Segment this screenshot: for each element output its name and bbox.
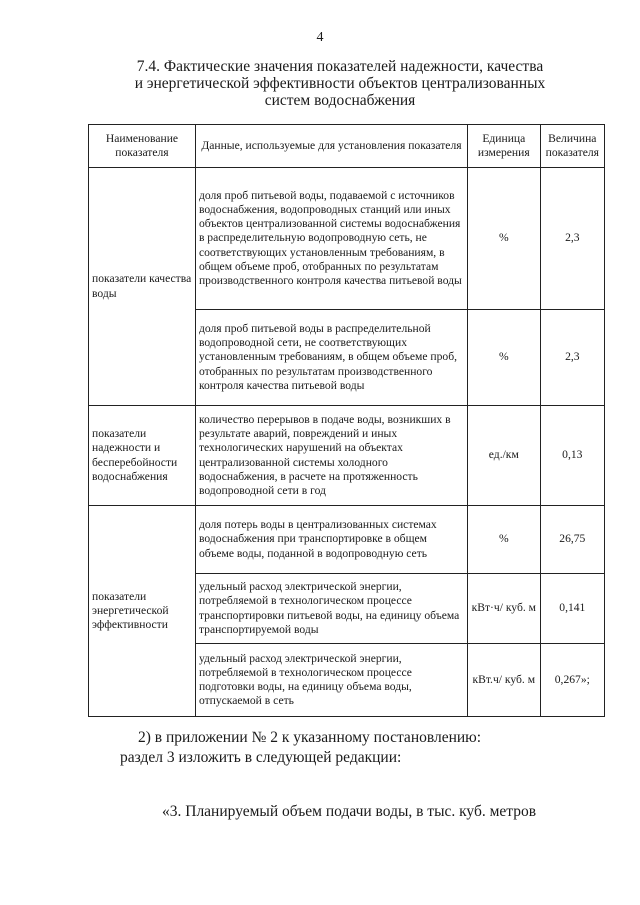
group-name-energy: показатели энергетической эффективности bbox=[89, 506, 196, 717]
paragraph-planned-volume: «3. Планируемый объем подачи воды, в тыс. куб. метров bbox=[162, 803, 537, 820]
heading-line: систем водоснабжения bbox=[264, 92, 416, 109]
row-description: удельный расход электрической энергии, потребляемой в технологическом процессе транспортировки питьевой воды, на единицу объема транспортируемой воды bbox=[195, 574, 467, 644]
row-description: количество перерывов в подаче воды, возникших в результате аварий, повреждений и иных технологических нарушений на объектах централизованной системы холодного водоснабжения, в расчете на протяженность водопроводной сети в год bbox=[195, 406, 467, 506]
heading-line: 7.4. Фактические значения показателей надежности, качества bbox=[136, 58, 544, 75]
row-value: 2,3 bbox=[540, 310, 604, 406]
row-value: 0,141 bbox=[540, 574, 604, 644]
header-indicator-name: Наименование показателя bbox=[89, 125, 196, 168]
table-row bbox=[89, 506, 605, 574]
row-description: доля проб питьевой воды в распределительной водопроводной сети, не соответствующих установленным требованиям, в общем объеме проб, отобранных по результатам производственного контроля качества питьевой воды bbox=[195, 310, 467, 406]
row-description: доля проб питьевой воды, подаваемой с источников водоснабжения, водопроводных станций или иных объектов централизованной системы водоснабжения в распределительную водопроводную сеть, не соответствующих установленным требованиям, в общем объеме проб, отобранных по результатам производственного контроля качества питьевой воды bbox=[195, 168, 467, 310]
row-value: 0,13 bbox=[540, 406, 604, 506]
group-name-reliability: показатели надежности и бесперебойности водоснабжения bbox=[89, 406, 196, 506]
header-data-used: Данные, используемые для установления показателя bbox=[195, 125, 467, 168]
row-value: 26,75 bbox=[540, 506, 604, 574]
row-unit: ед./км bbox=[467, 406, 540, 506]
row-unit: % bbox=[467, 168, 540, 310]
row-unit: кВт·ч/ куб. м bbox=[467, 574, 540, 644]
heading-line: и энергетической эффективности объектов централизованных bbox=[134, 75, 546, 92]
row-unit: % bbox=[467, 506, 540, 574]
row-value: 2,3 bbox=[540, 168, 604, 310]
group-name-quality: показатели качества воды bbox=[89, 168, 196, 406]
table-row bbox=[89, 168, 605, 310]
page-number: 4 bbox=[316, 30, 324, 45]
header-unit: Единица измерения bbox=[467, 125, 540, 168]
table-row bbox=[89, 406, 605, 506]
indicators-table bbox=[88, 124, 605, 717]
table-header-row bbox=[89, 125, 605, 168]
row-value: 0,267»; bbox=[540, 644, 604, 717]
row-unit: кВт.ч/ куб. м bbox=[467, 644, 540, 717]
row-unit: % bbox=[467, 310, 540, 406]
section-heading bbox=[80, 58, 600, 109]
header-value: Величина показателя bbox=[540, 125, 604, 168]
paragraph-appendix: 2) в приложении № 2 к указанному постановлению: bbox=[138, 729, 482, 746]
row-description: доля потерь воды в централизованных системах водоснабжения при транспортировке в общем объеме воды, поданной в водопроводную сеть bbox=[195, 506, 467, 574]
paragraph-section: раздел 3 изложить в следующей редакции: bbox=[120, 749, 402, 766]
row-description: удельный расход электрической энергии, потребляемой в технологическом процессе подготовки воды, на единицу объема воды, отпускаемой в сеть bbox=[195, 644, 467, 717]
